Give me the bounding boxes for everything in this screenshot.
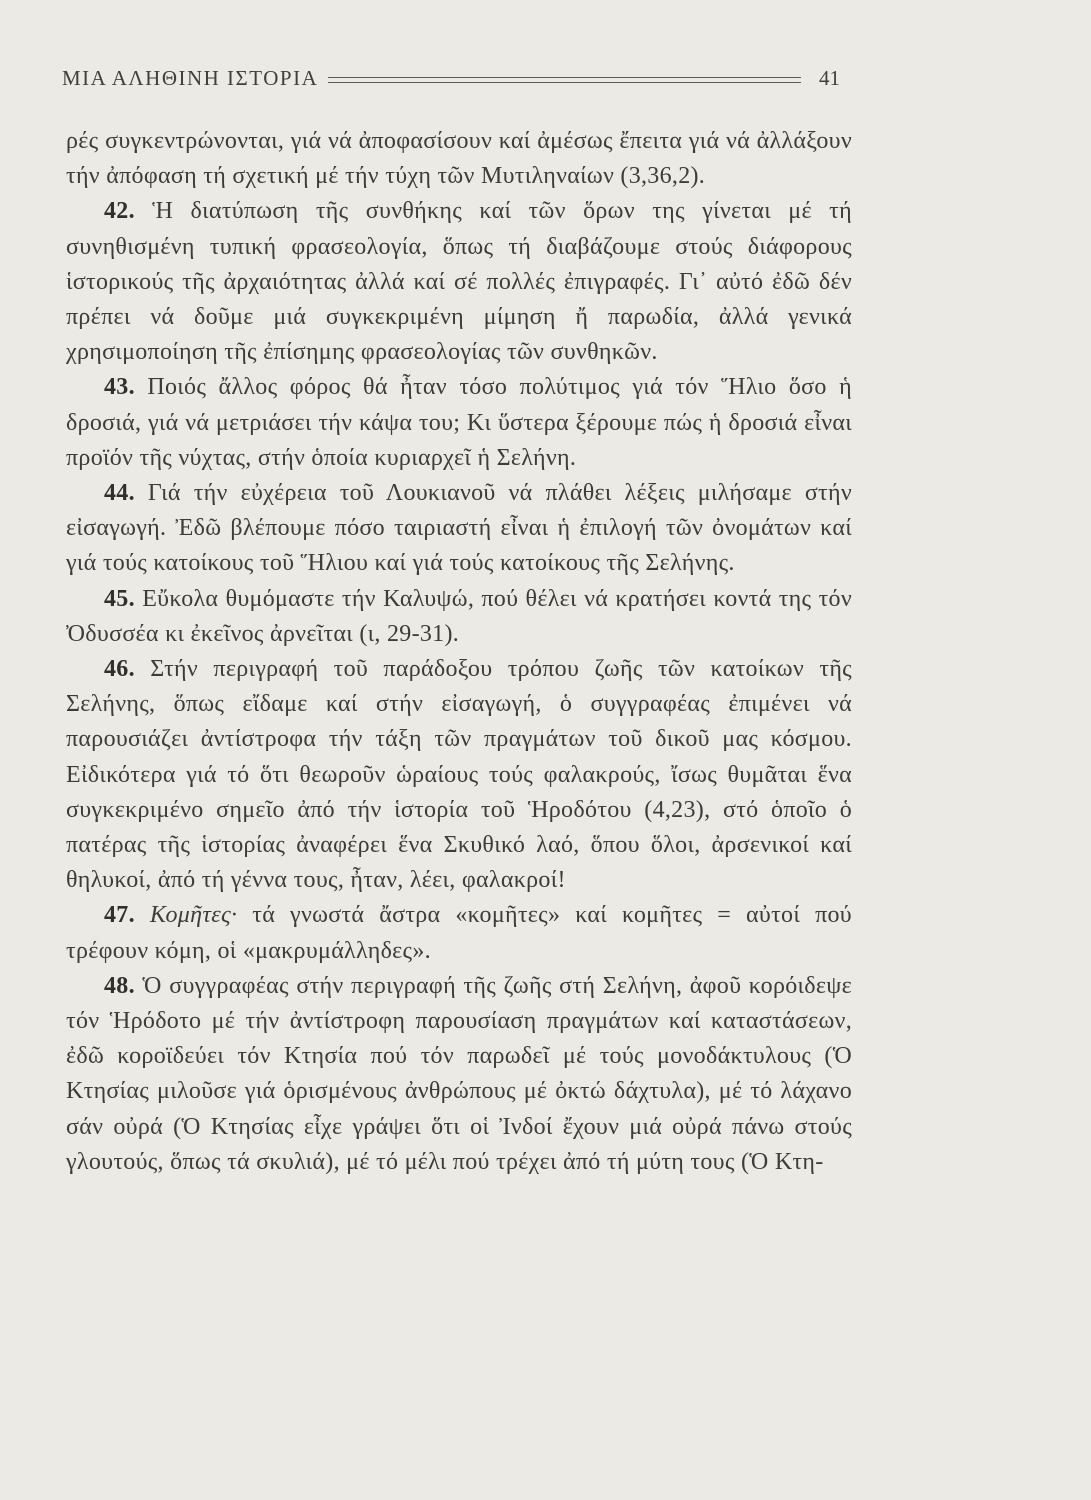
note-46: [66, 652, 852, 898]
note-text: Στήν περιγραφή τοῦ παράδοξου τρόπου ζωῆς τῶν κατοίκων τῆς Σελήνης, ὅπως εἴδαμε καί στήν εἰσαγωγή, ὁ συγγραφέας ἐπιμένει νά παρουσιάζει ἀντίστροφα τήν τάξη τῶν πραγμάτων τοῦ δικοῦ μας κόσμου. Εἰδικότερα γιά τό ὅτι θεωροῦν ὡραίους τούς φαλακρούς, ἴσως θυμᾶται ἕνα συγκεκριμένο σημεῖο ἀπό τήν ἱστορία τοῦ Ἡροδότου (4,23), στό ὁποῖο ὁ πατέρας τῆς ἱστορίας ἀναφέρει ἕνα Σκυθικό λαό, ὅπου ὅλοι, ἀρσενικοί καί θηλυκοί, ἀπό τή γέννα τους, ἦταν, λέει, φαλακροί!: [66, 656, 852, 894]
note-text: Γιά τήν εὐχέρεια τοῦ Λουκιανοῦ νά πλάθει λέξεις μιλήσαμε στήν εἰσαγωγή. Ἐδῶ βλέπουμε πόσο ταιριαστή εἶναι ἡ ἐπιλογή τῶν ὀνομάτων καί γιά τούς κατοίκους τοῦ Ἥλιου καί γιά τούς κατοίκους τῆς Σελήνης.: [66, 480, 852, 577]
note-number: 44.: [104, 480, 135, 507]
header-double-rule: [328, 77, 801, 83]
note-number: 45.: [104, 585, 135, 612]
note-43: [66, 370, 852, 476]
note-text: Εὔκολα θυμόμαστε τήν Καλυψώ, πού θέλει νά κρατήσει κοντά της τόν Ὀδυσσέα κι ἐκεῖνος ἀρνεῖται (ι, 29-31).: [66, 585, 852, 647]
page-number: 41: [819, 65, 840, 90]
note-text: Ποιός ἄλλος φόρος θά ἦταν τόσο πολύτιμος γιά τόν Ἥλιο ὅσο ἡ δροσιά, γιά νά μετριάσει τήν κάψα του; Κι ὕστερα ξέρουμε πώς ἡ δροσιά εἶναι προϊόν τῆς νύχτας, στήν ὁποία κυριαρχεῖ ἡ Σελήνη.: [66, 374, 852, 471]
note-42: [66, 194, 852, 370]
note-text: Ἡ διατύπωση τῆς συνθήκης καί τῶν ὅρων της γίνεται μέ τή συνηθισμένη τυπική φρασεολογία, ὅπως τή διαβάζουμε στούς διάφορους ἱστορικούς τῆς ἀρχαιότητας ἀλλά καί σέ πολλές ἐπιγραφές. Γι᾿ αὐτό ἐδῶ δέν πρέπει νά δοῦμε μιά συγκεκριμένη μίμηση ἤ παρωδία, ἀλλά γενικά χρησιμοποίηση τῆς ἐπίσημης φρασεολογίας τῶν συνθηκῶν.: [66, 198, 852, 366]
note-48: [66, 969, 852, 1180]
commentary-text: [66, 124, 852, 1180]
note-number: 46.: [104, 656, 135, 683]
continued-paragraph: ρές συγκεντρώνονται, γιά νά ἀποφασίσουν καί ἀμέσως ἔπειτα γιά νά ἀλλάξουν τήν ἀπόφαση τή σχετική μέ τήν τύχη τῶν Μυτιληναίων (3,36,2).: [66, 128, 852, 190]
note-45: [66, 582, 852, 652]
note-47: [66, 898, 852, 968]
note-number: 47.: [104, 902, 135, 929]
note-text: τά γνωστά ἄστρα «κομῆτες» καί κομῆτες = αὐτοί πού τρέφουν κόμη, οἱ «μακρυμάλληδες».: [66, 902, 852, 964]
running-header: [62, 58, 840, 98]
note-number: 43.: [104, 374, 135, 401]
note-number: 48.: [104, 972, 135, 999]
note-lemma: Κομῆτες·: [149, 902, 238, 929]
running-title: ΜΙΑ ΑΛΗΘΙΝΗ ΙΣΤΟΡΙΑ: [62, 65, 319, 90]
note-number: 42.: [104, 198, 135, 225]
note-44: [66, 476, 852, 582]
note-text: Ὁ συγγραφέας στήν περιγραφή τῆς ζωῆς στή Σελήνη, ἀφοῦ κορόιδεψε τόν Ἡρόδοτο μέ τήν ἀντίστροφη παρουσίαση πραγμάτων καί καταστάσεων, ἐδῶ κοροϊδεύει τόν Κτησία πού τόν παρωδεῖ μέ τούς μονοδάκτυλους (Ὁ Κτησίας μιλοῦσε γιά ὁρισμένους ἀνθρώπους μέ ὀκτώ δάχτυλα), μέ τό λάχανο σάν οὐρά (Ὁ Κτησίας εἶχε γράψει ὅτι οἱ Ἰνδοί ἔχουν μιά οὐρά πάνω στούς γλουτούς, ὅπως τά σκυλιά), μέ τό μέλι πού τρέχει ἀπό τή μύτη τους (Ὁ Κτη-: [66, 972, 852, 1175]
